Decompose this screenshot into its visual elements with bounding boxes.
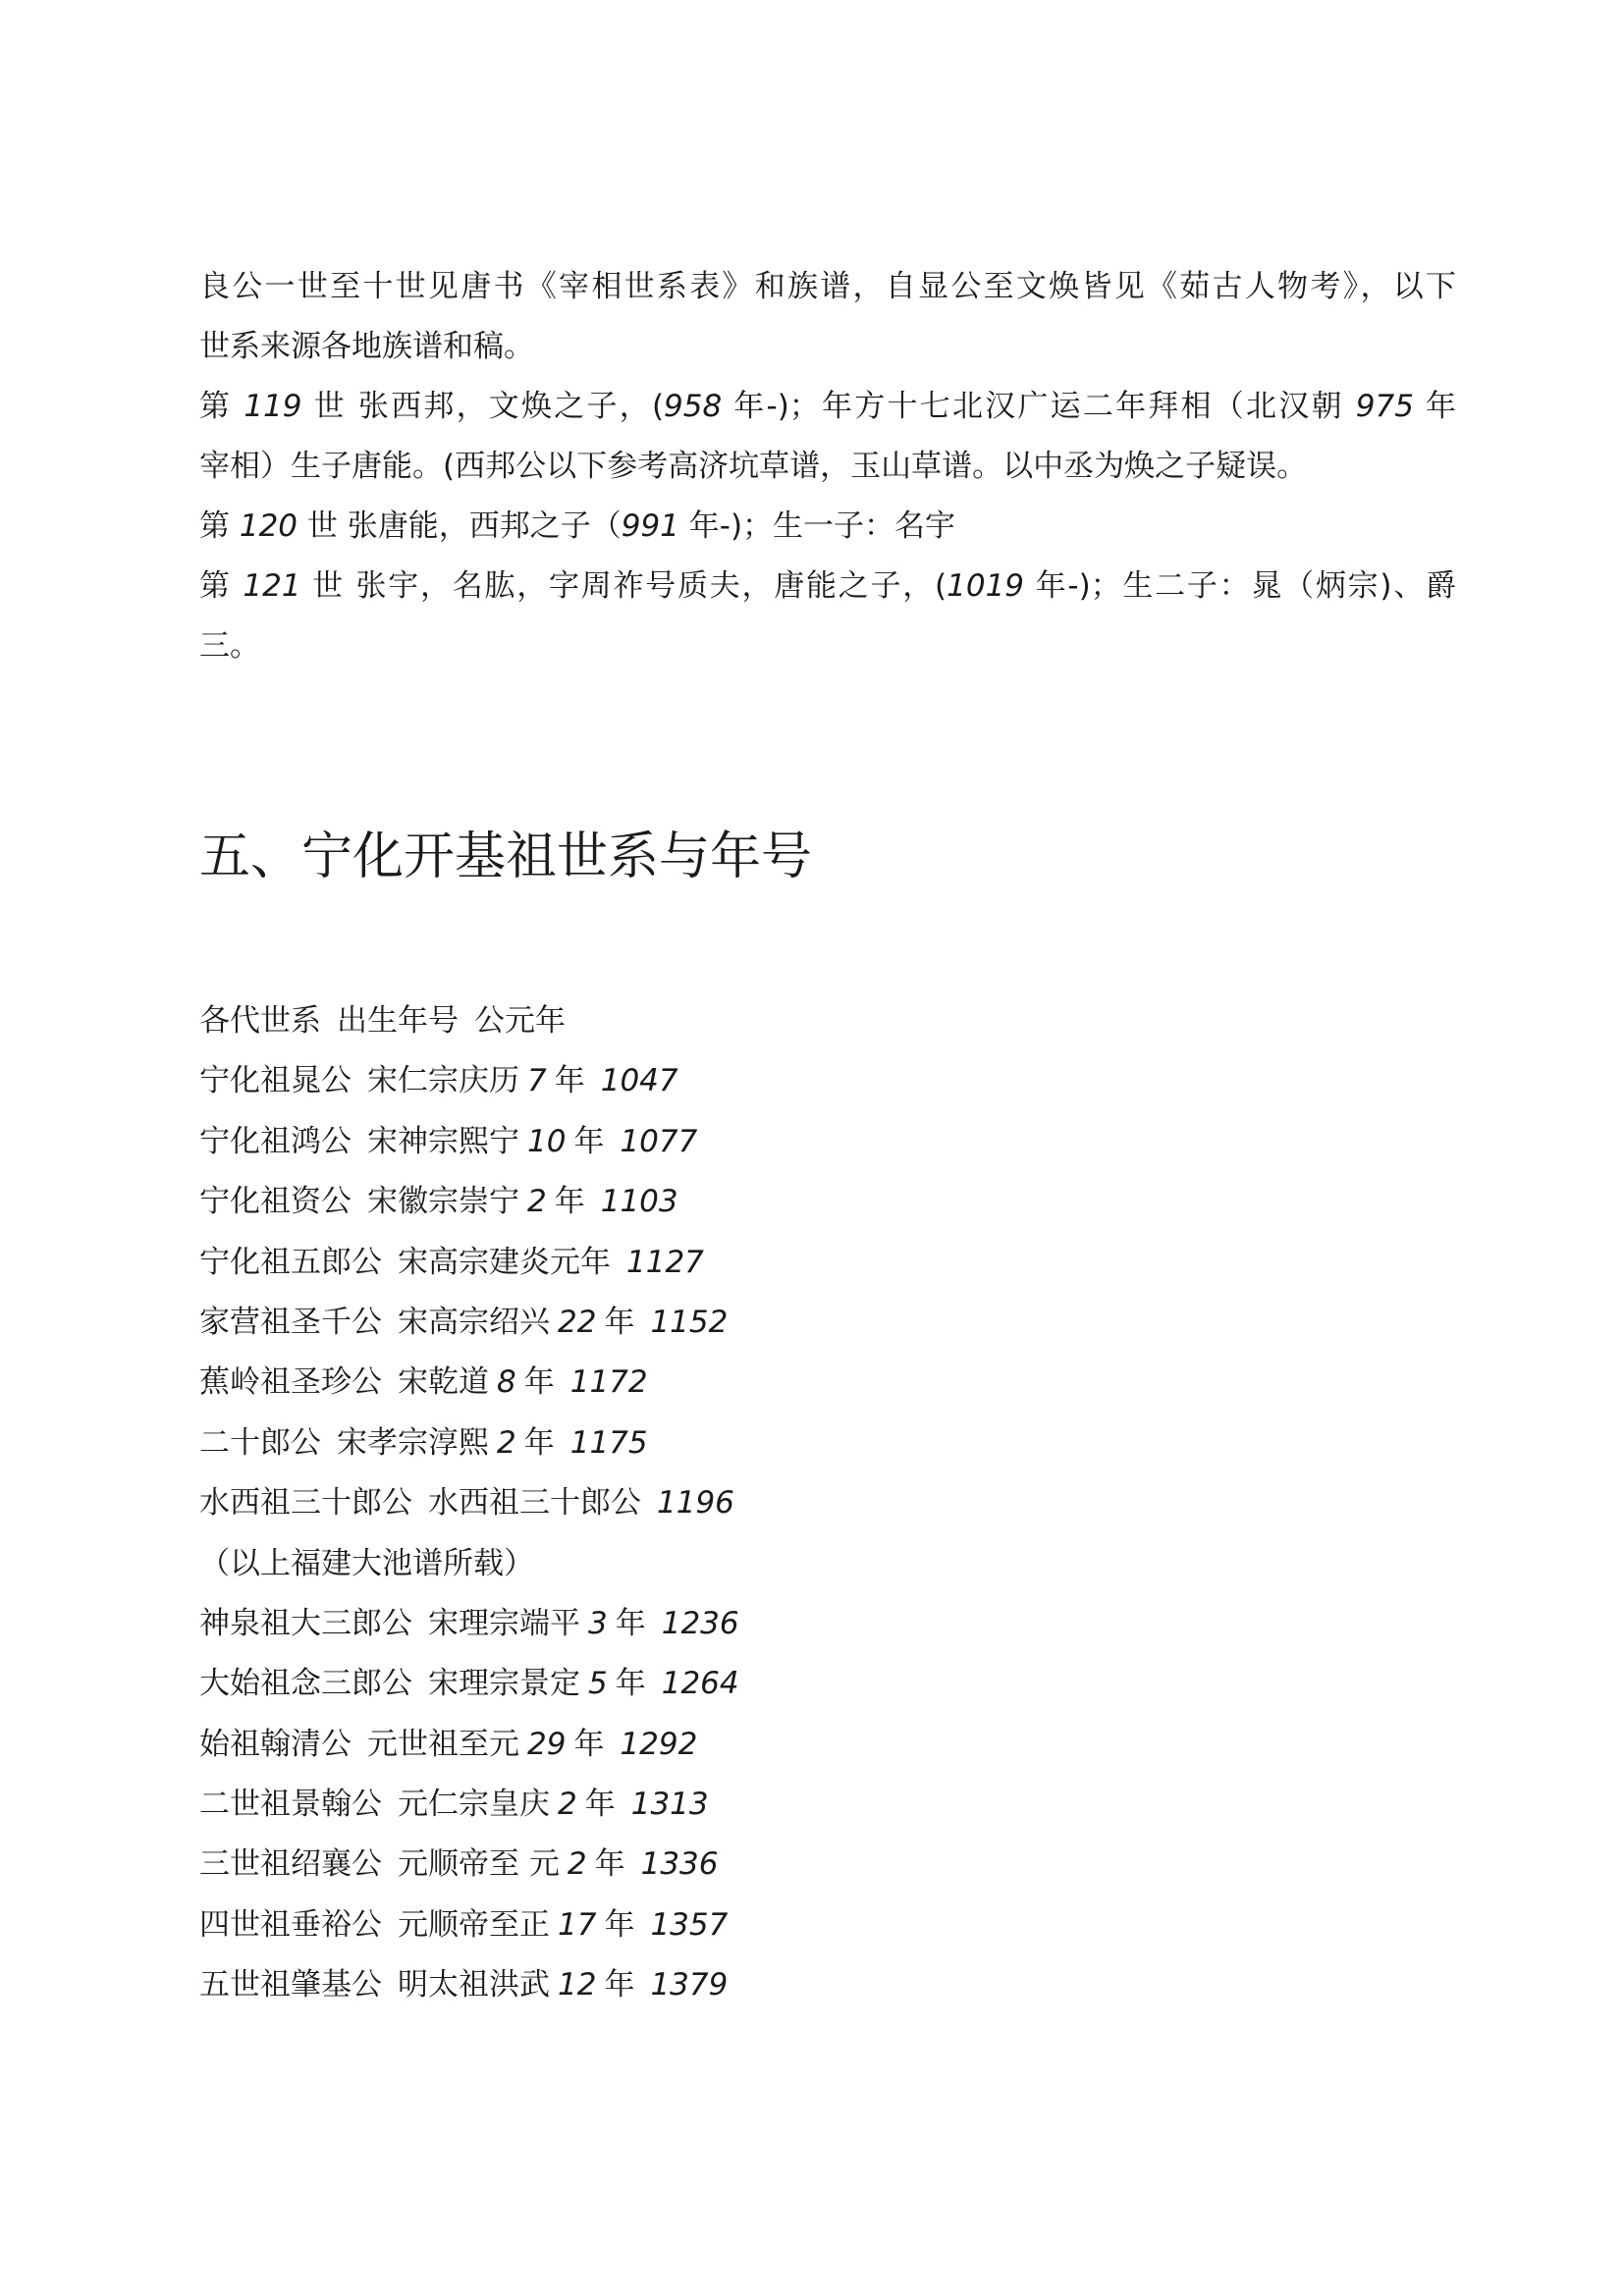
era-name: 宋孝宗淳熙	[337, 1424, 489, 1461]
era-name: 元顺帝至正	[398, 1906, 550, 1943]
era-year-number: 2	[527, 1184, 547, 1220]
lineage-name: 宁化祖五郎公	[199, 1244, 382, 1280]
era-year-number: 5	[588, 1666, 608, 1702]
gen121-number: 121	[243, 568, 301, 604]
list-item	[199, 1654, 739, 1714]
year-unit: 年	[615, 1605, 646, 1641]
list-item	[199, 1112, 739, 1172]
era-year-number: 2	[567, 1846, 587, 1883]
year-unit: 年	[604, 1906, 635, 1943]
gen119-rest2: 年	[1413, 389, 1457, 424]
lineage-name: 蕉岭祖圣珍公	[199, 1364, 382, 1401]
list-item	[199, 1293, 739, 1353]
lineage-name: 宁化祖鸿公	[199, 1123, 352, 1159]
era-name: 水西祖三十郎公	[428, 1485, 641, 1522]
era-name: 宋理宗景定	[428, 1666, 580, 1702]
gen120-label: 世 张唐能，西邦之子（	[306, 508, 622, 544]
gen119-year: 958	[664, 389, 723, 424]
gregorian-year: 1292	[620, 1726, 698, 1762]
era-name: 宋神宗熙宁	[367, 1123, 519, 1159]
intro-line-2: 世系来源各地族谱和稿。	[199, 329, 534, 364]
lineage-name: 二世祖景翰公	[199, 1787, 382, 1823]
era-year-number: 3	[588, 1605, 608, 1641]
lineage-name: 二十郎公	[199, 1424, 321, 1461]
generation-year-list	[199, 991, 739, 2016]
era-year-number: 22	[558, 1304, 597, 1340]
gregorian-year: 1127	[626, 1244, 704, 1280]
list-item	[199, 1955, 739, 2015]
lineage-name: 五世祖肇基公	[199, 1967, 382, 2003]
era-name: 元世祖至元	[367, 1726, 519, 1762]
list-item	[199, 1534, 739, 1594]
list-rows	[199, 1051, 739, 2015]
year-unit: 年	[615, 1666, 646, 1702]
lineage-name: 四世祖垂裕公	[199, 1906, 382, 1943]
era-name: 宋高宗建炎元年	[398, 1244, 611, 1280]
gen120-number: 120	[239, 508, 298, 544]
era-name: 元顺帝至 元	[398, 1846, 560, 1883]
era-name: 宋乾道	[398, 1364, 489, 1401]
lineage-name: 家营祖圣千公	[199, 1304, 382, 1340]
gen121-rest: 年-)；生二子：晁（炳宗)、爵	[1024, 568, 1457, 604]
list-item	[199, 1353, 739, 1413]
list-item	[199, 1172, 739, 1232]
lineage-name: 大始祖念三郎公	[199, 1666, 412, 1702]
era-name: 宋徽宗崇宁	[367, 1184, 519, 1220]
list-item	[199, 1775, 739, 1835]
year-unit: 年	[554, 1184, 585, 1220]
era-year-number: 17	[558, 1906, 597, 1943]
generation-121-line-1	[199, 557, 1456, 616]
era-year-number: 2	[558, 1787, 577, 1823]
gregorian-year: 1175	[569, 1424, 648, 1461]
header-col-lineage: 各代世系	[199, 1003, 321, 1039]
gregorian-year: 1172	[569, 1364, 648, 1401]
year-unit: 年	[523, 1424, 555, 1461]
list-item	[199, 1414, 739, 1473]
list-item	[199, 1594, 739, 1654]
era-year-number: 2	[497, 1424, 516, 1461]
gen119-number: 119	[244, 389, 302, 424]
era-year-number: 12	[558, 1967, 597, 2003]
era-name: 元仁宗皇庆	[398, 1787, 550, 1823]
gregorian-year: 1236	[661, 1605, 739, 1641]
gen120-year: 991	[621, 508, 679, 544]
generation-120-line	[199, 497, 1456, 557]
list-item	[199, 1051, 739, 1111]
year-unit: 年	[523, 1364, 555, 1401]
list-item	[199, 1896, 739, 1955]
gregorian-year: 1264	[661, 1666, 739, 1702]
gregorian-year: 1196	[657, 1485, 734, 1522]
gen120-prefix: 第	[199, 508, 230, 544]
gregorian-year: 1379	[650, 1967, 729, 2003]
gen119-prefix: 第	[199, 389, 233, 424]
list-header	[199, 991, 739, 1051]
era-year-number: 10	[527, 1123, 567, 1159]
gregorian-year: 1336	[640, 1846, 719, 1883]
gregorian-year: 1077	[620, 1123, 698, 1159]
year-unit: 年	[573, 1726, 605, 1762]
era-name: 宋理宗端平	[428, 1605, 580, 1641]
gregorian-year: 1313	[630, 1787, 709, 1823]
era-name: 宋高宗绍兴	[398, 1304, 550, 1340]
gregorian-year: 1047	[600, 1063, 678, 1099]
gen119-label: 世 张西邦，文焕之子，(	[313, 389, 665, 424]
lineage-name: 水西祖三十郎公	[199, 1485, 412, 1522]
gen119-year2: 975	[1355, 389, 1414, 424]
gen120-rest: 年-)；生一子：名宇	[678, 508, 956, 544]
generation-119-line-2: 宰相）生子唐能。(西邦公以下参考高济坑草谱，玉山草谱。以中丞为焕之子疑误。	[199, 449, 1308, 484]
list-item	[199, 1233, 739, 1293]
year-unit: 年	[554, 1063, 585, 1099]
gregorian-year: 1152	[650, 1304, 729, 1340]
lineage-name: （以上福建大池谱所载）	[199, 1545, 534, 1581]
year-unit: 年	[594, 1846, 625, 1883]
lineage-name: 神泉祖大三郎公	[199, 1605, 412, 1641]
era-name: 宋仁宗庆历	[367, 1063, 519, 1099]
gen121-label: 世 张宇，名肱，字周祚号质夫，唐能之子，(	[312, 568, 947, 604]
year-unit: 年	[573, 1123, 605, 1159]
header-col-era: 出生年号	[337, 1003, 459, 1039]
lineage-name: 宁化祖资公	[199, 1184, 352, 1220]
list-item	[199, 1715, 739, 1775]
lineage-paragraphs	[199, 257, 1456, 676]
section-heading: 五、宁化开基祖世系与年号	[199, 828, 813, 886]
gen121-year: 1019	[947, 568, 1025, 604]
era-year-number: 7	[527, 1063, 547, 1099]
lineage-name: 三世祖绍襄公	[199, 1846, 382, 1883]
era-year-number: 8	[497, 1364, 516, 1401]
gen121-prefix: 第	[199, 568, 232, 604]
list-item	[199, 1473, 739, 1533]
header-col-year: 公元年	[474, 1003, 566, 1039]
intro-line-1: 良公一世至十世见唐书《宰相世系表》和族谱，自显公至文焕皆见《茹古人物考》，以下	[199, 269, 1456, 304]
year-unit: 年	[604, 1967, 635, 2003]
gregorian-year: 1103	[600, 1184, 678, 1220]
generation-121-line-2: 三。	[199, 628, 260, 664]
year-unit: 年	[584, 1787, 616, 1823]
gen119-rest: 年-)；年方十七北汉广运二年拜相（北汉朝	[722, 389, 1356, 424]
year-unit: 年	[604, 1304, 635, 1340]
lineage-name: 始祖翰清公	[199, 1726, 352, 1762]
generation-119-line-1	[199, 377, 1456, 437]
era-name: 明太祖洪武	[398, 1967, 550, 2003]
era-year-number: 29	[527, 1726, 567, 1762]
gregorian-year: 1357	[650, 1906, 729, 1943]
list-item	[199, 1835, 739, 1895]
lineage-name: 宁化祖晁公	[199, 1063, 352, 1099]
